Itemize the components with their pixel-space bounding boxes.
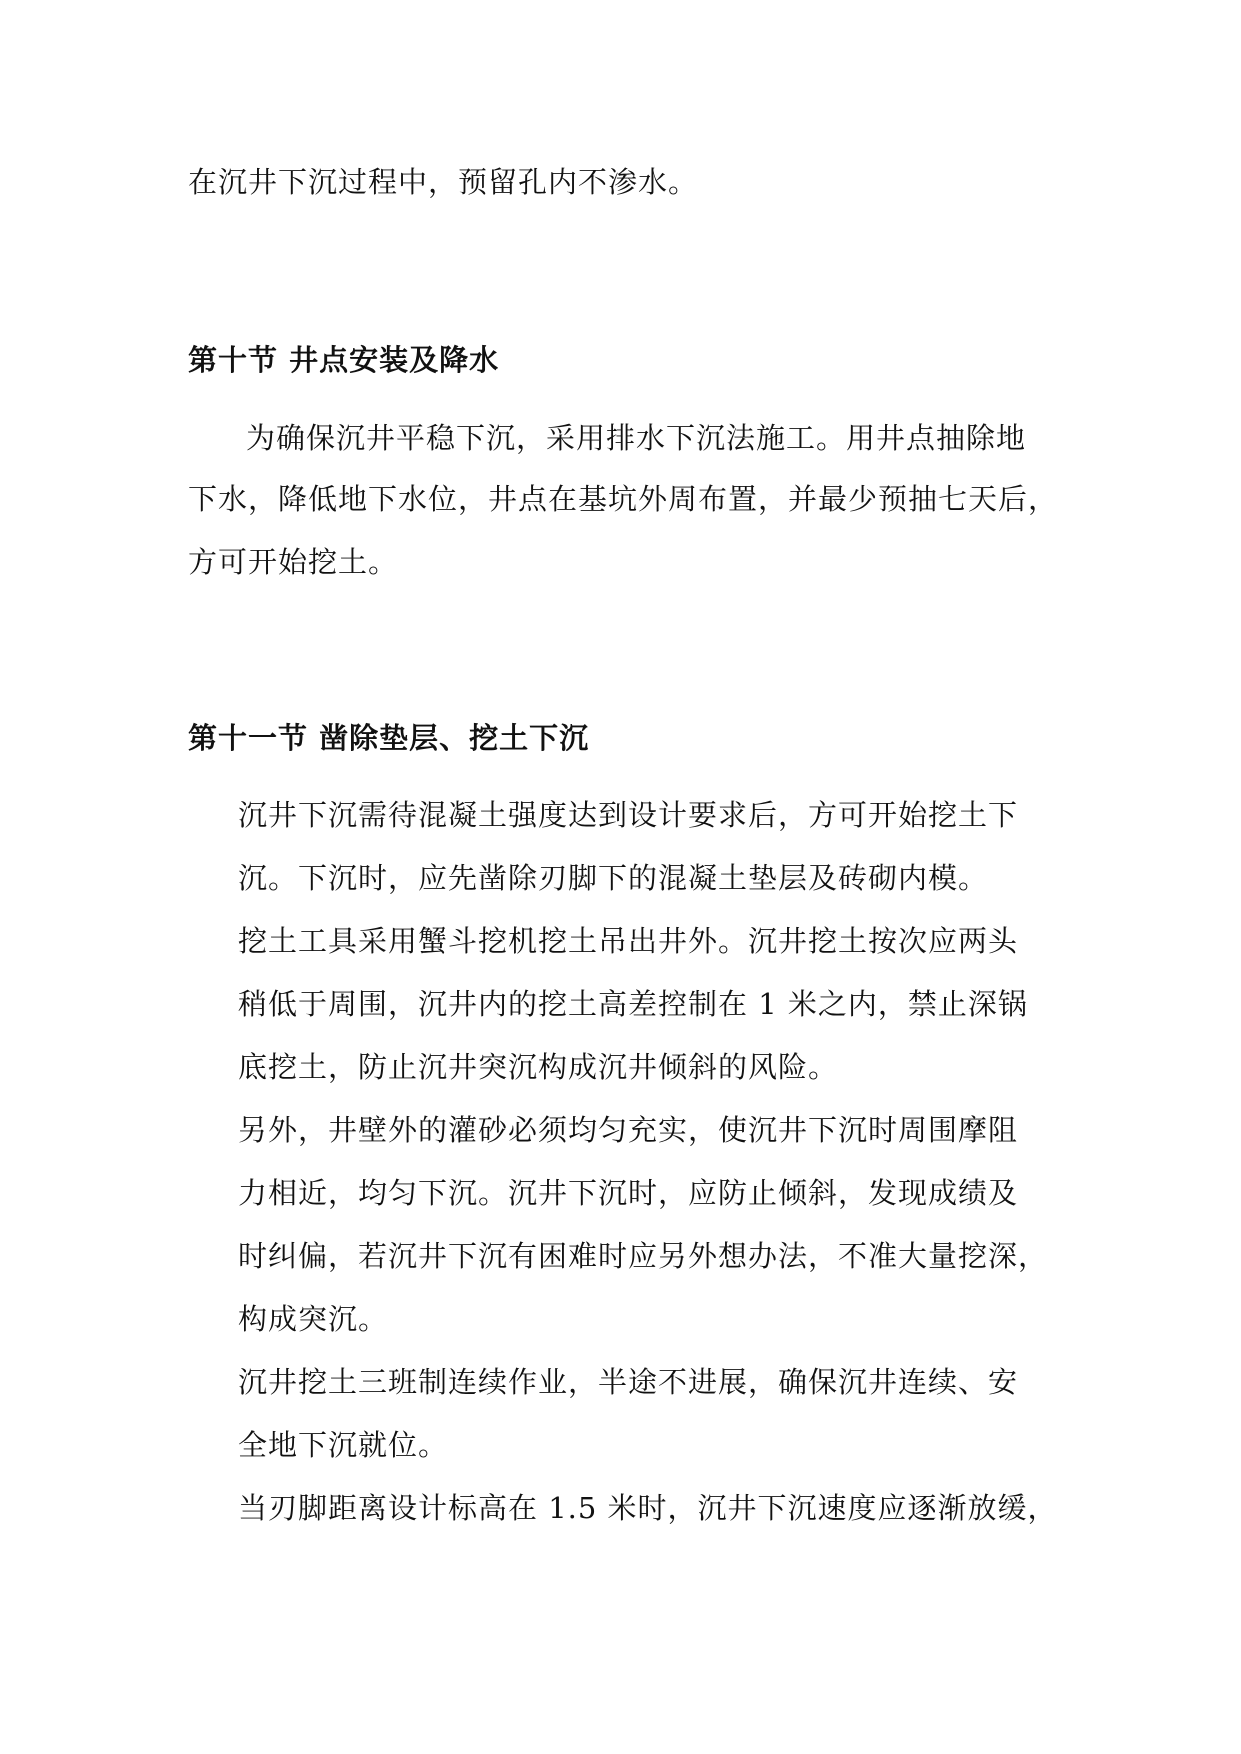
paragraph-line: 为确保沉井平稳下沉，采用排水下沉法施工。用井点抽除地 — [246, 421, 1027, 455]
paragraph-line: 方可开始挖土。 — [188, 545, 399, 579]
section-heading-10: 第十节 井点安装及降水 — [188, 343, 500, 377]
paragraph-line: 当刃脚距离设计标高在 1.5 米时，沉井下沉速度应逐渐放缓， — [238, 1491, 1058, 1525]
paragraph-line: 沉。下沉时，应先凿除刃脚下的混凝土垫层及砖砌内模。 — [238, 861, 989, 895]
paragraph-line: 构成突沉。 — [238, 1302, 389, 1336]
paragraph-line: 稍低于周围，沉井内的挖土高差控制在 1 米之内，禁止深锅 — [238, 987, 1028, 1021]
paragraph-line: 底挖土，防止沉井突沉构成沉井倾斜的风险。 — [238, 1050, 839, 1084]
section-heading-11: 第十一节 凿除垫层、挖土下沉 — [188, 721, 590, 755]
paragraph-line: 力相近，均匀下沉。沉井下沉时，应防止倾斜，发现成绩及 — [238, 1176, 1019, 1210]
paragraph-line: 沉井下沉需待混凝土强度达到设计要求后，方可开始挖土下 — [238, 798, 1019, 832]
paragraph-line: 挖土工具采用蟹斗挖机挖土吊出井外。沉井挖土按次应两头 — [238, 924, 1019, 958]
paragraph-line: 沉井挖土三班制连续作业，半途不进展，确保沉井连续、安 — [238, 1365, 1019, 1399]
paragraph-line: 在沉井下沉过程中，预留孔内不渗水。 — [188, 165, 699, 199]
paragraph-line: 时纠偏，若沉井下沉有困难时应另外想办法，不准大量挖深， — [238, 1239, 1049, 1273]
paragraph-line: 全地下沉就位。 — [238, 1428, 449, 1462]
paragraph-line: 另外，井壁外的灌砂必须均匀充实，使沉井下沉时周围摩阻 — [238, 1113, 1019, 1147]
paragraph-line: 下水，降低地下水位，井点在基坑外周布置，并最少预抽七天后， — [188, 482, 1059, 516]
